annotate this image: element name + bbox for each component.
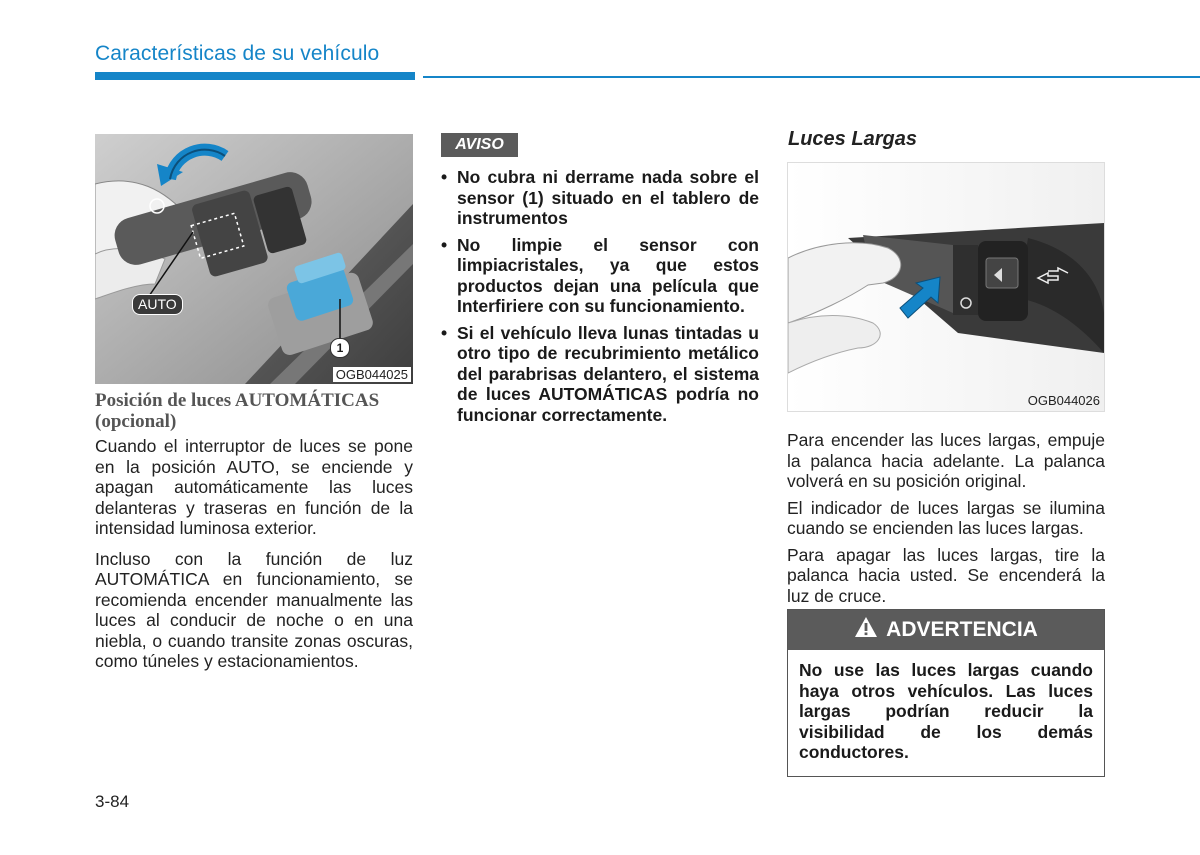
section-header-title: Características de su vehículo — [95, 42, 380, 65]
notice-tag: AVISO — [441, 133, 518, 157]
paragraph: Para apagar las luces largas, tire la palanca hacia usted. Se encenderá la luz de cruce. — [787, 544, 1105, 606]
figure-auto-light-switch — [95, 134, 413, 384]
notice-list — [441, 167, 759, 431]
section-title: Luces Largas — [788, 128, 917, 150]
figure-code: OGB044025 — [333, 367, 411, 382]
warning-triangle-icon — [854, 616, 878, 644]
list-item: • No cubra ni derrame nada sobre el sensor (1) situado en el tablero de instrumentos — [441, 167, 759, 228]
header-rule-thin — [423, 76, 1200, 78]
warning-header — [788, 610, 1104, 650]
bullet: • — [441, 234, 448, 255]
list-item: • Si el vehículo lleva lunas tintadas u otro tipo de recubrimiento metálico del parabrisas delantero, el sistema de luces AUTOMÁTICAS podría no funcionar correctamente. — [441, 322, 759, 425]
header-rule-thick — [95, 72, 415, 80]
page-number: 3-84 — [95, 792, 130, 811]
paragraph: El indicador de luces largas se ilumina cuando se encienden las luces largas. — [787, 497, 1105, 538]
figure-high-beam-stalk — [787, 162, 1105, 412]
column-left-text — [95, 436, 413, 682]
warning-box — [787, 609, 1105, 777]
warning-text: No use las luces largas cuando haya otros vehículos. Las luces largas podrían reducir la visibilidad de los demás conductores. — [799, 660, 1093, 762]
bullet: • — [441, 167, 448, 187]
paragraph: Cuando el interruptor de luces se pone en la posición AUTO, se enciende y apagan automáticamente las luces delanteras y traseras en función de la intensidad luminosa exterior. — [95, 436, 413, 538]
list-item: • No limpie el sensor con limpiacristales, ya que estos productos dejan una película que Interfiriere con su funcionamiento. — [441, 234, 759, 316]
column-right-text — [787, 430, 1105, 616]
paragraph: Incluso con la función de luz AUTOMÁTICA en funcionamiento, se recomienda encender manualmente las luces al conducir de noche o en una niebla, o cuando transite zonas oscuras, como túneles y estacionamientos. — [95, 548, 413, 671]
figure-code: OGB044026 — [1027, 393, 1100, 408]
bullet: • — [441, 322, 448, 343]
warning-title: ADVERTENCIA — [886, 618, 1038, 641]
paragraph: Para encender las luces largas, empuje la palanca hacia adelante. La palanca volverá en su posición original. — [787, 430, 1105, 491]
figure-caption: Posición de luces AUTOMÁTICAS (opcional) — [95, 390, 380, 432]
auto-label: AUTO — [132, 294, 183, 315]
callout-number: 1 — [330, 338, 350, 358]
